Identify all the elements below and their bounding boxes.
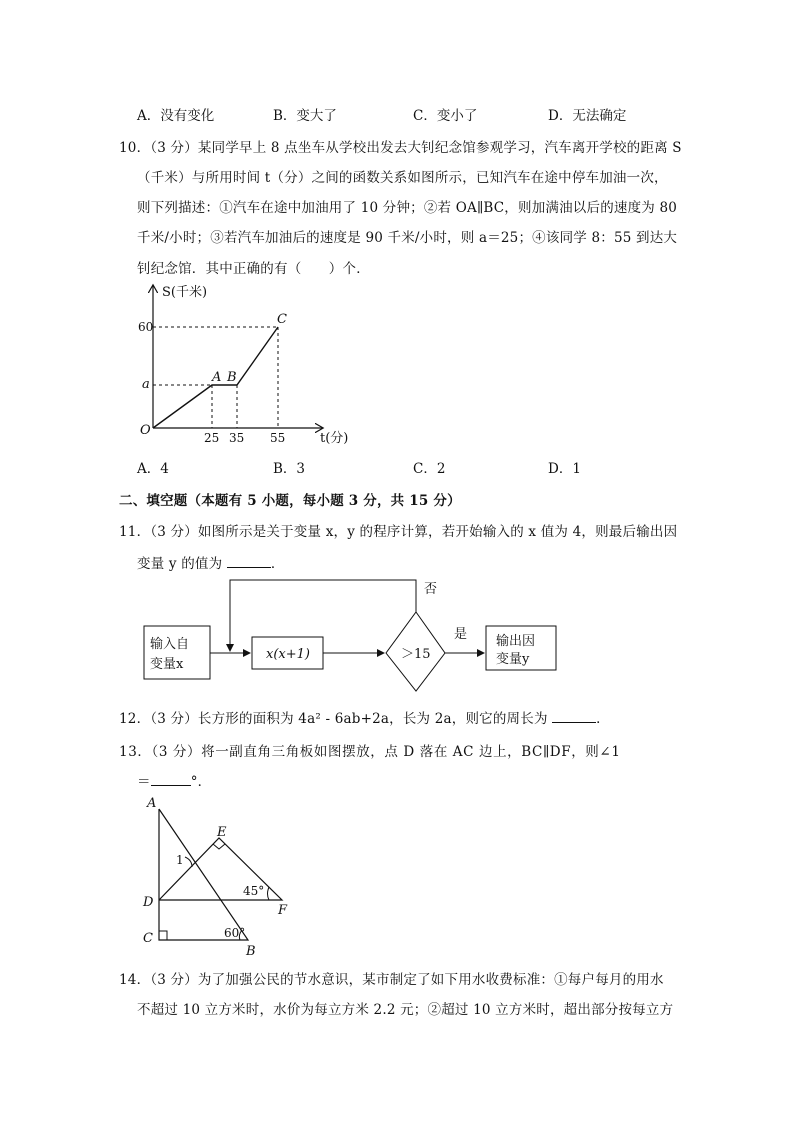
q11-line-1: 11．（3 分）如图所示是关于变量 x，y 的程序计算，若开始输入的 x 值为 4，则最后输出因 <box>119 524 678 540</box>
q10-line-1: 10．（3 分）某同学早上 8 点坐车从学校出发去大钊纪念馆参观学习，汽车离开学校的距离 S <box>119 140 682 156</box>
q14-line-1: 14．（3 分）为了加强公民的节水意识，某市制定了如下用水收费标准：①每户每月的用水 <box>119 972 664 988</box>
q10-distance-time-graph <box>130 278 370 450</box>
q10-line-2: （千米）与所用时间 t（分）之间的函数关系如图所示，已知汽车在途中停车加油一次， <box>137 170 668 186</box>
label-c: C <box>143 931 153 946</box>
angle-1-arc <box>185 857 192 867</box>
process-label: x(x+1) <box>266 647 310 662</box>
right-angle-e <box>213 844 225 849</box>
point-c-label: C <box>277 312 287 327</box>
label-45: 45° <box>243 884 265 898</box>
q10-option-b: B．3 <box>273 461 306 477</box>
right-angle-c <box>159 931 167 940</box>
q11-line-2 <box>137 552 285 572</box>
point-b-label: B <box>227 370 237 385</box>
label-angle-1: 1 <box>176 853 184 867</box>
q9-option-b: B．变大了 <box>273 108 337 124</box>
q10-option-d: D．1 <box>548 461 581 477</box>
q11-line-2-end: ． <box>270 556 285 572</box>
q13-line-2-start: ＝ <box>137 774 151 790</box>
label-f: F <box>278 903 288 918</box>
section-2-title: 二、填空题（本题有 5 小题，每小题 3 分，共 15 分） <box>119 493 461 509</box>
no-label: 否 <box>424 582 438 597</box>
x-axis-label: t(分) <box>320 431 349 446</box>
output-box-line-1: 输出因 <box>496 634 536 649</box>
origin-label: O <box>140 423 151 438</box>
input-box-line-2: 变量x <box>150 657 184 672</box>
y-tick-60: 60 <box>138 320 154 334</box>
x-tick-35: 35 <box>229 431 245 445</box>
q10-line-3: 则下列描述：①汽车在途中加油用了 10 分钟；②若 OA∥BC，则加满油以后的速度为 80 <box>137 200 678 216</box>
q13-answer-blank[interactable] <box>151 773 191 786</box>
q9-option-a: A．没有变化 <box>137 108 215 124</box>
input-box-line-1: 输入自 <box>150 637 190 652</box>
q10-line-5: 钊纪念馆．其中正确的有（ ）个． <box>137 261 370 277</box>
q10-option-a: A．4 <box>137 461 169 477</box>
q12-text: 12．（3 分）长方形的面积为 4a² - 6ab+2a，长为 2a，则它的周长为 <box>119 711 548 727</box>
output-box-line-2: 变量y <box>496 652 530 667</box>
q13-line-1: 13．（3 分）将一副直角三角板如图摆放，点 D 落在 AC 边上，BC∥DF，则∠1 <box>119 744 621 760</box>
q11-flowchart <box>138 574 568 694</box>
label-b: B <box>246 944 256 959</box>
q11-line-2-text: 变量 y 的值为 <box>137 556 223 572</box>
y-axis-label: S(千米) <box>162 285 208 300</box>
label-d: D <box>143 895 154 910</box>
q11-answer-blank[interactable] <box>227 555 271 568</box>
q12-end: ． <box>596 711 610 727</box>
label-e: E <box>217 825 227 840</box>
yes-label: 是 <box>454 627 468 642</box>
q14-line-2: 不超过 10 立方米时，水价为每立方米 2.2 元；②超过 10 立方米时，超出部分按每立方 <box>137 1002 674 1018</box>
x-tick-55: 55 <box>270 431 286 445</box>
condition-label: ＞15 <box>401 647 431 662</box>
q10-option-c: C．2 <box>413 461 446 477</box>
label-a: A <box>147 796 157 811</box>
q9-option-c: C．变小了 <box>413 108 478 124</box>
q13-line-2-end: °． <box>190 774 212 790</box>
q13-triangles-figure <box>138 794 298 960</box>
q12-line <box>119 707 610 727</box>
q12-answer-blank[interactable] <box>552 710 596 723</box>
label-60: 60° <box>224 926 246 940</box>
angle-45-arc <box>268 887 270 900</box>
y-tick-a: a <box>142 377 150 392</box>
point-a-label: A <box>212 370 222 385</box>
q13-line-2 <box>137 770 211 790</box>
triangle-abc <box>159 809 248 940</box>
q9-option-d: D．无法确定 <box>548 108 627 124</box>
x-tick-25: 25 <box>204 431 220 445</box>
q10-line-4: 千米/小时；③若汽车加油后的速度是 90 千米/小时，则 a＝25；④该同学 8：55 到达大 <box>137 230 678 246</box>
